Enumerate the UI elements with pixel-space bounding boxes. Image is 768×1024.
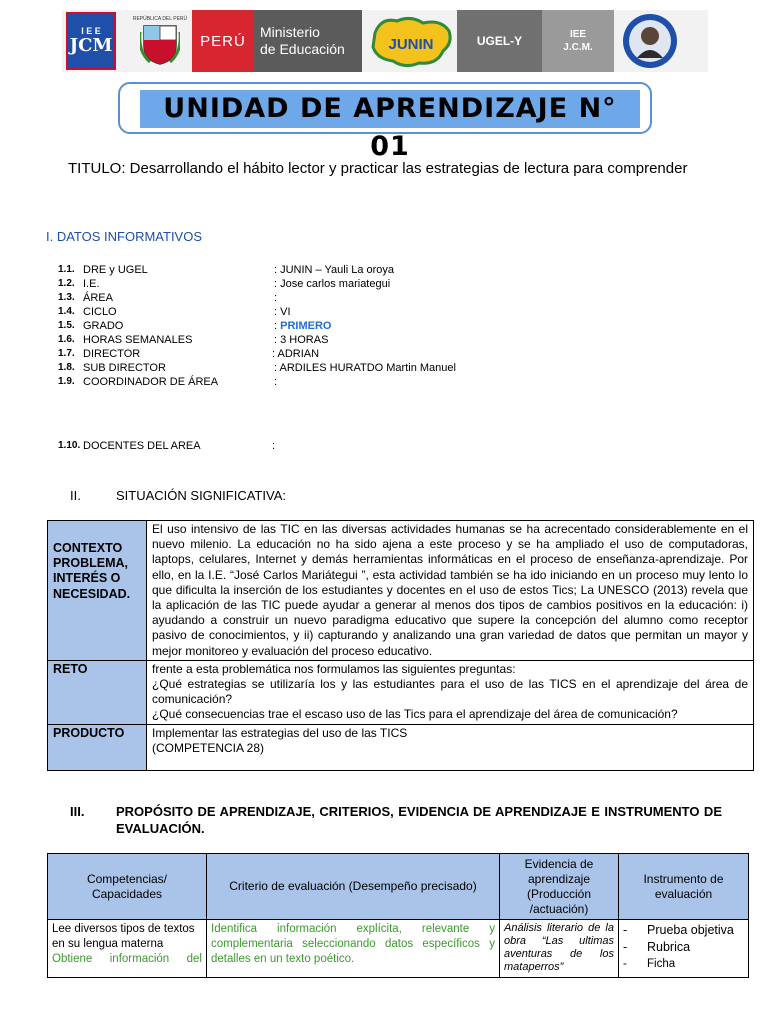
reto-label: RETO	[48, 660, 147, 724]
list-item: - Ficha	[623, 956, 744, 973]
contexto-label: CONTEXTO PROBLEMA, INTERÉS O NECESIDAD.	[48, 521, 147, 661]
iee-line2: J.C.M.	[563, 42, 593, 53]
evidencia-cell: Análisis literario de la obra “Las ultimas aventuras de los mataperros”	[500, 920, 619, 978]
producto-label: PRODUCTO	[48, 724, 147, 770]
junin-map-icon	[366, 10, 456, 72]
list-item: - Prueba objetiva	[623, 922, 744, 939]
competencia-text: Lee diversos tipos de textos en su lengua materna	[52, 923, 195, 950]
jcm-logo	[66, 12, 116, 70]
section1-heading: I. DATOS INFORMATIVOS	[46, 229, 203, 244]
instrumento-list	[623, 922, 744, 973]
jcm-logo-top: I E E	[81, 26, 101, 36]
info-num: 1.5.	[58, 320, 75, 331]
producto-line: Implementar las estrategias del uso de las TICS	[152, 725, 408, 740]
jcm-logo-text: JCM	[69, 35, 113, 56]
table-row	[48, 521, 754, 661]
producto-text	[147, 724, 754, 770]
producto-line: (COMPETENCIA 28)	[152, 740, 265, 755]
junin-logo-text: JUNIN	[388, 36, 434, 53]
header-logo-strip	[62, 10, 708, 72]
contexto-text: El uso intensivo de las TIC en las diversas actividades humanas se ha acrecentado considerablemente en el nuevo milenio. La educación no ha sido ajena a este proceso y se ha ampliado el uso de computadoras, laptops, celulares, Internet y demás herramientas informáticas en el proceso de enseñanza-aprendizaje. Por ello, en la I.E. “José Carlos Mariátegui ”, esta actividad también se ha ido iniciando en un proceso muy lento lo que dificulta la inserción de los estudiantes y docentes en el uso de estos Tics; La UNESCO (2013) revela que la aplicación de las TIC puede ayudar a generar al menos dos tipos de cambios positivos en la educación: i) ayudando a construir un nuevo paradigma educativo que supere la concepción del alumno como receptor pasivo de conocimientos, y ii) capturando y analizando una gran variedad de datos que permitan un mayor y mejor monitoreo y evaluación del proceso educativo.	[147, 521, 754, 661]
ugel-logo	[457, 10, 542, 72]
info-value: : ARDILES HURATDO Martin Manuel	[274, 362, 456, 374]
table-row	[48, 660, 754, 724]
minedu-logo	[254, 10, 362, 72]
header-evidencia: Evidencia de aprendizaje (Producción /actuación)	[500, 854, 619, 920]
grado-value: PRIMERO	[280, 320, 332, 332]
info-num: 1.2.	[58, 278, 75, 289]
peru-logo-text: PERÚ	[200, 32, 246, 50]
info-label: DOCENTES DEL AREA	[83, 440, 201, 452]
iee-logo	[542, 10, 614, 72]
info-value: : Jose carlos mariategui	[274, 278, 391, 290]
situacion-table	[47, 520, 754, 771]
info-value: : JUNIN – Yauli La oroya	[274, 264, 395, 276]
info-num: 1.10.	[58, 440, 81, 451]
reto-line: ¿Qué estrategias se utilizaría los y las estudiantes para el uso de las TICS en el aprendizaje del área de comunicación?	[152, 677, 748, 707]
info-label: SUB DIRECTOR	[83, 362, 166, 374]
info-value: :	[274, 292, 278, 304]
info-value	[274, 320, 331, 332]
info-label: COORDINADOR DE ÁREA	[83, 376, 219, 388]
info-label: DIRECTOR	[83, 348, 141, 360]
info-label: I.E.	[83, 278, 100, 290]
section2-title: SITUACIÓN SIGNIFICATIVA:	[116, 488, 286, 503]
table-header-row	[48, 854, 749, 920]
peru-logo	[192, 10, 254, 72]
info-num: 1.1.	[58, 264, 75, 275]
info-num: 1.3.	[58, 292, 75, 303]
section3-number: III.	[70, 804, 85, 819]
info-num: 1.7.	[58, 348, 75, 359]
info-label: ÁREA	[83, 292, 113, 304]
header-instrumento: Instrumento de evaluación	[619, 854, 749, 920]
table-row	[48, 724, 754, 770]
ugel-logo-text: UGEL-Y	[476, 34, 523, 48]
criterio-cell: Identifica información explícita, relevante y complementaria seleccionando datos específicos y detalles en un texto poético.	[207, 920, 500, 978]
info-label: DRE y UGEL	[83, 264, 148, 276]
instrumento-cell	[619, 920, 749, 978]
iee-line1: IEE	[569, 29, 587, 40]
info-num: 1.9.	[58, 376, 75, 387]
info-label: CICLO	[83, 306, 117, 318]
minedu-line2: de Educación	[260, 41, 345, 57]
info-num: 1.6.	[58, 334, 75, 345]
reto-text	[147, 660, 754, 724]
info-value-prefix: :	[274, 320, 281, 332]
info-label: HORAS SEMANALES	[83, 334, 193, 346]
capacidad-text: Obtiene información del	[52, 953, 202, 965]
reto-line: ¿Qué consecuencias trae el escaso uso de las Tics para el aprendizaje del área de comunicación?	[152, 707, 678, 722]
portrait-emblem-icon	[614, 10, 686, 72]
info-value: :	[274, 376, 278, 388]
peru-shield-icon	[130, 10, 190, 72]
section2-number: II.	[70, 488, 81, 503]
info-num: 1.4.	[58, 306, 75, 317]
shield-caption: REPÚBLICA DEL PERÚ	[132, 16, 188, 22]
info-num: 1.8.	[58, 362, 75, 373]
reto-line: frente a esta problemática nos formulamos las siguientes preguntas:	[152, 661, 516, 676]
page-title: UNIDAD DE APRENDIZAJE N° 01	[163, 93, 617, 162]
info-label: GRADO	[83, 320, 124, 332]
table-row	[48, 920, 749, 978]
competencia-cell	[48, 920, 207, 978]
info-value: : ADRIAN	[272, 348, 320, 360]
list-item: - Rubrica	[623, 939, 744, 956]
unit-titulo: TITULO: Desarrollando el hábito lector y practicar las estrategias de lectura para comprender	[68, 160, 688, 177]
header-criterio: Criterio de evaluación (Desempeño precisado)	[207, 854, 500, 920]
info-value: : 3 HORAS	[274, 334, 329, 346]
info-value: : VI	[274, 306, 291, 318]
section3-title: PROPÓSITO DE APRENDIZAJE, CRITERIOS, EVIDENCIA DE APRENDIZAJE E INSTRUMENTO DE EVALUACIÓN.	[116, 804, 722, 836]
minedu-line1: Ministerio	[260, 24, 320, 40]
header-competencias: Competencias/ Capacidades	[48, 854, 207, 920]
proposito-table	[47, 853, 749, 978]
info-value: :	[272, 440, 276, 452]
